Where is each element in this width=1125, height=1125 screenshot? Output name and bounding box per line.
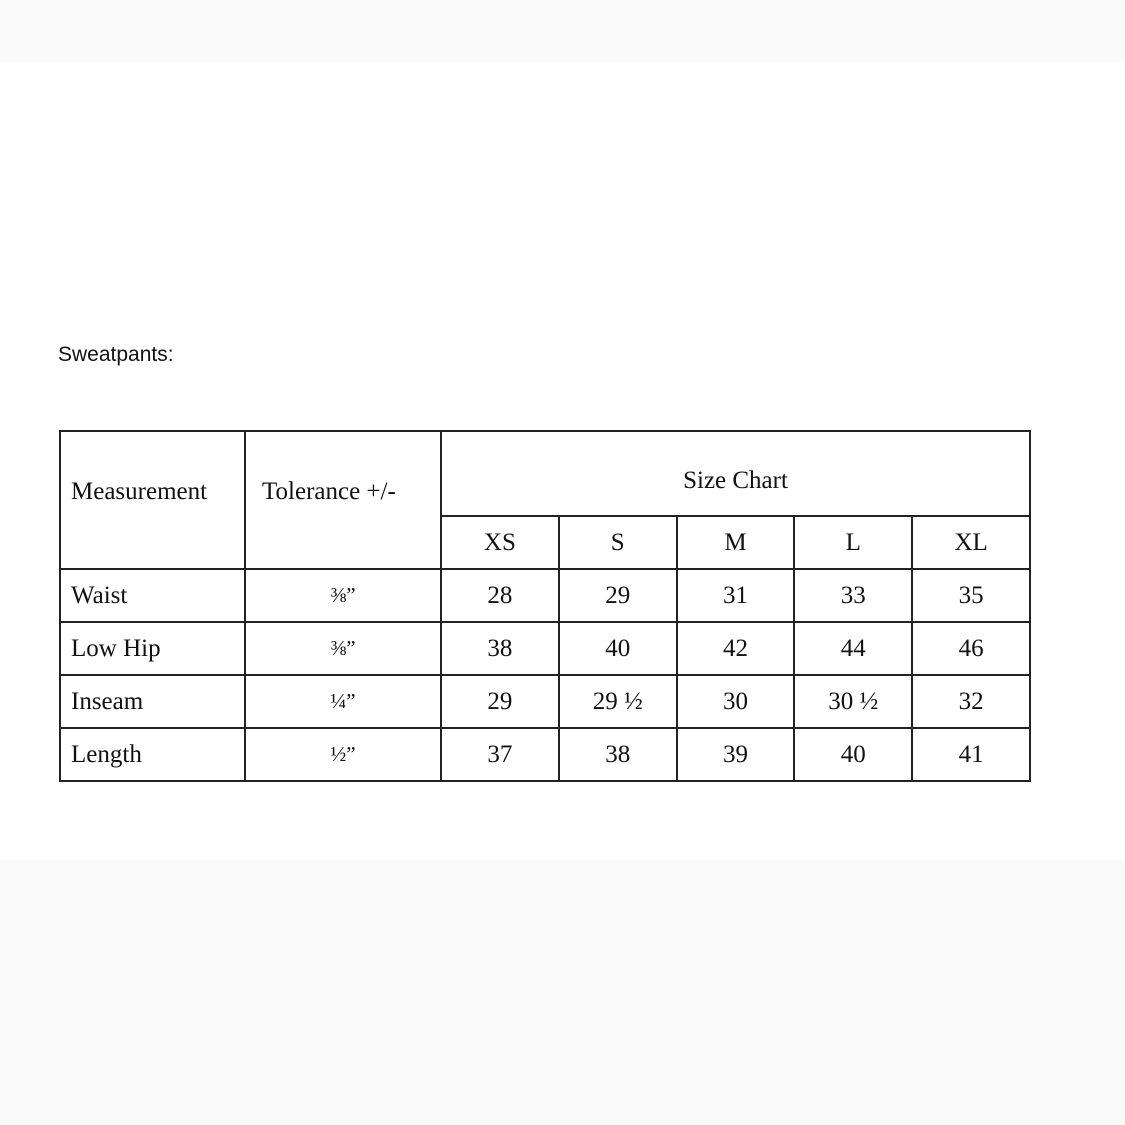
header-size-l: L xyxy=(794,516,912,569)
row-value: 46 xyxy=(912,622,1030,675)
table-row xyxy=(60,728,1030,781)
header-measurement: Measurement xyxy=(60,431,245,569)
row-tolerance: ⅜” xyxy=(245,622,441,675)
row-name: Low Hip xyxy=(60,622,245,675)
table-header-row xyxy=(60,431,1030,516)
row-name: Length xyxy=(60,728,245,781)
header-size-xl: XL xyxy=(912,516,1030,569)
row-value: 39 xyxy=(677,728,795,781)
row-value: 44 xyxy=(794,622,912,675)
row-name: Waist xyxy=(60,569,245,622)
header-size-xs: XS xyxy=(441,516,559,569)
header-size-m: M xyxy=(677,516,795,569)
row-value: 30 ½ xyxy=(794,675,912,728)
header-size-s: S xyxy=(559,516,677,569)
row-value: 31 xyxy=(677,569,795,622)
row-name: Inseam xyxy=(60,675,245,728)
row-value: 29 ½ xyxy=(559,675,677,728)
row-value: 38 xyxy=(559,728,677,781)
row-value: 35 xyxy=(912,569,1030,622)
row-value: 37 xyxy=(441,728,559,781)
table-row xyxy=(60,675,1030,728)
row-value: 38 xyxy=(441,622,559,675)
row-value: 40 xyxy=(794,728,912,781)
row-value: 28 xyxy=(441,569,559,622)
row-value: 32 xyxy=(912,675,1030,728)
row-tolerance: ½” xyxy=(245,728,441,781)
row-value: 41 xyxy=(912,728,1030,781)
row-tolerance: ⅜” xyxy=(245,569,441,622)
row-tolerance: ¼” xyxy=(245,675,441,728)
row-value: 42 xyxy=(677,622,795,675)
table-row xyxy=(60,569,1030,622)
header-tolerance: Tolerance +/- xyxy=(245,431,441,569)
row-value: 40 xyxy=(559,622,677,675)
document-title: Sweatpants: xyxy=(58,343,174,366)
size-chart-table xyxy=(59,430,1031,782)
row-value: 33 xyxy=(794,569,912,622)
row-value: 30 xyxy=(677,675,795,728)
row-value: 29 xyxy=(559,569,677,622)
header-size-chart: Size Chart xyxy=(441,431,1030,516)
table-row xyxy=(60,622,1030,675)
row-value: 29 xyxy=(441,675,559,728)
